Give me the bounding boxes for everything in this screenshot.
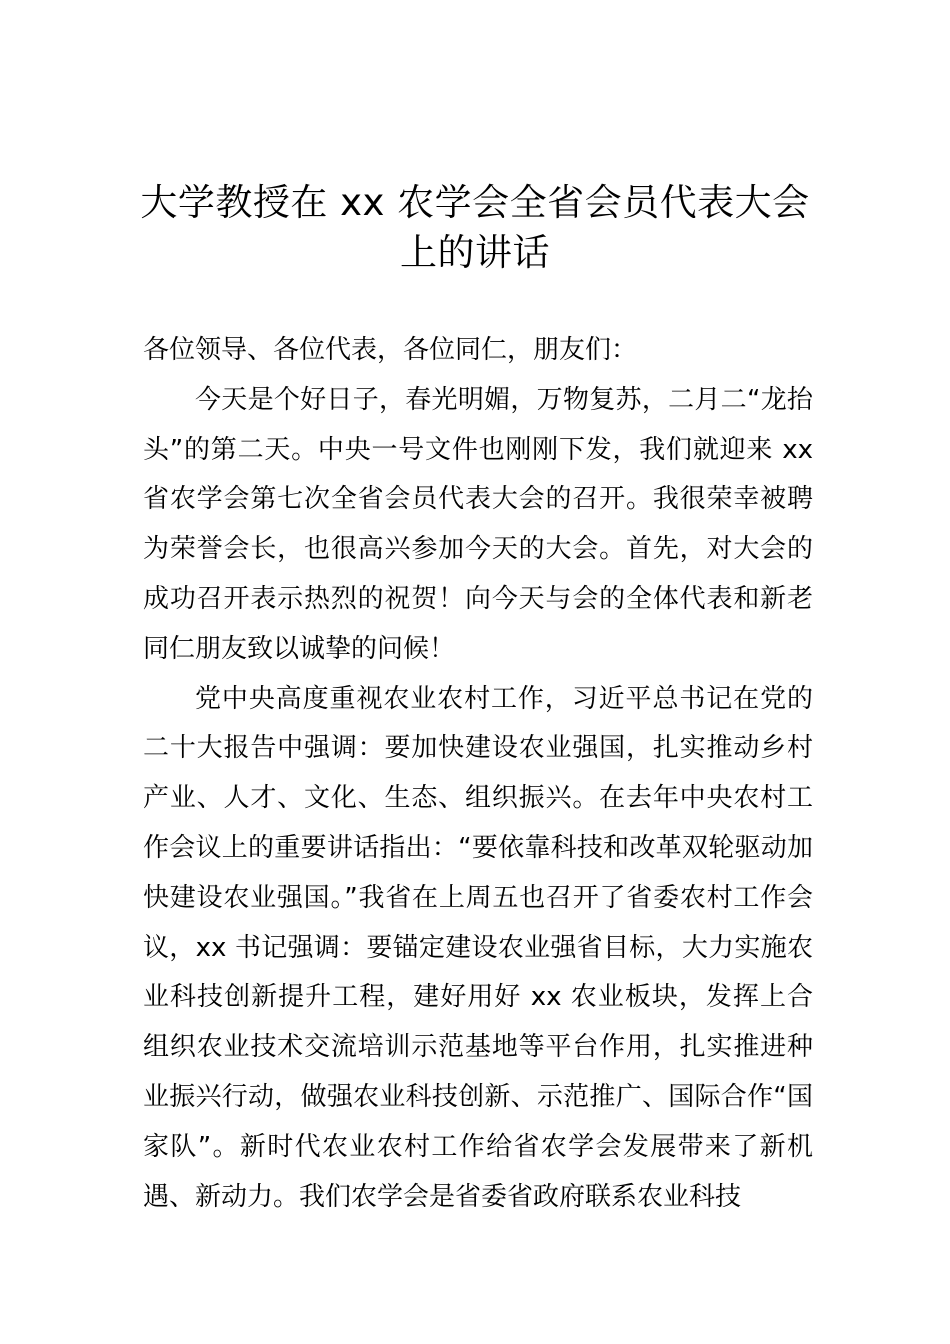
document-body: [143, 326, 813, 1222]
document-title: 大学教授在 xx 农学会全省会员代表大会上的讲话: [140, 181, 810, 274]
paragraph-2: 党中央高度重视农业农村工作，习近平总书记在党的二十大报告中强调：要加快建设农业强国，扎实推动乡村产业、人才、文化、生态、组织振兴。在去年中央农村工作会议上的重要讲话指出：“要依靠科技和改革双轮驱动加快建设农业强国。”我省在上周五也召开了省委农村工作会议，xx 书记强调：要锚定建设农业强省目标，大力实施农业科技创新提升工程，建好用好 xx 农业板块，发挥上合组织农业技术交流培训示范基地等平台作用，扎实推进种业振兴行动，做强农业科技创新、示范推广、国际合作“国家队”。新时代农业农村工作给省农学会发展带来了新机遇、新动力。我们农学会是省委省政府联系农业科技: [143, 683, 813, 1212]
paragraph-1: 今天是个好日子，春光明媚，万物复苏，二月二“龙抬头”的第二天。中央一号文件也刚刚下发，我们就迎来 xx 省农学会第七次全省会员代表大会的召开。我很荣幸被聘为荣誉会长，也很高兴参加今天的大会。首先，对大会的成功召开表示热烈的祝贺！向今天与会的全体代表和新老同仁朋友致以诚挚的问候！: [143, 384, 813, 664]
salutation: 各位领导、各位代表，各位同仁，朋友们：: [143, 335, 638, 365]
